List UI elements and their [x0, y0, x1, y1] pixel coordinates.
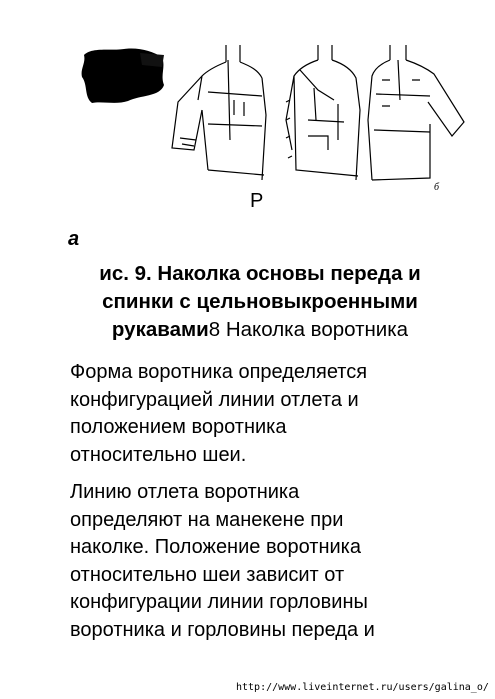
dress-form-drawing [168, 40, 468, 220]
source-url[interactable]: http://www.liveinternet.ru/users/galina_o/ [236, 682, 489, 693]
paragraph-line: Линию отлета воротника [70, 481, 300, 503]
paragraph-line: относительно шеи зависит от [70, 563, 345, 586]
caption-bold: ис. 9. Наколка основы переда и спинки с цельновыкроенными рукавами [99, 262, 421, 341]
paragraph-line: Форма воротника определяется [70, 361, 368, 383]
paragraph-line: конфигурации линии горловины [70, 591, 368, 613]
paragraph-line: положением воротника [70, 416, 287, 438]
paragraph-1 [70, 359, 450, 469]
figure-letter: Р [250, 190, 264, 212]
caption-normal: 8 Наколка воротника [208, 318, 409, 341]
figure-caption [70, 260, 450, 344]
view-label: б [434, 182, 440, 193]
paragraph-line: относительно шеи. [70, 443, 247, 466]
paragraph-line: определяют на манекене при [70, 508, 344, 531]
paragraph-2 [70, 479, 450, 644]
paragraph-line: наколке. Положение воротника [70, 536, 361, 558]
ink-blot [80, 45, 166, 105]
subfigure-label: а [68, 228, 80, 250]
paragraph-line: конфигурацией линии отлета и [70, 388, 359, 411]
paragraph-line: воротника и горловины переда и [70, 618, 375, 641]
